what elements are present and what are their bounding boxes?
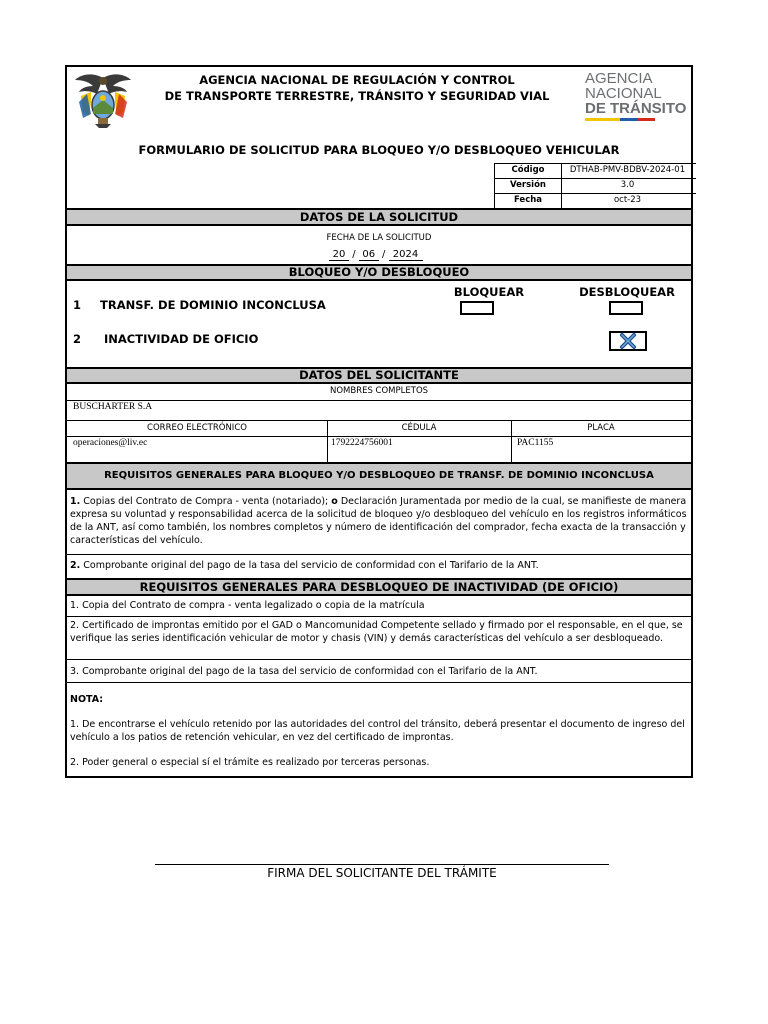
nota-item2: 2. Poder general o especial sí el trámite es realizado por terceras personas. xyxy=(70,757,430,768)
version-value: 3.0 xyxy=(620,180,635,190)
section-bloqueo: BLOQUEO Y/O DESBLOQUEO xyxy=(67,264,691,281)
fecha-solicitud-label: FECHA DE LA SOLICITUD xyxy=(326,233,432,243)
req-transf-item1-num: 1. xyxy=(70,496,81,507)
section-req-transf: REQUISITOS GENERALES PARA BLOQUEO Y/O DESBLOQUEO DE TRANSF. DE DOMINIO INCONCLUSA xyxy=(67,462,691,490)
codigo-label: Código xyxy=(511,165,545,175)
fecha-label: Fecha xyxy=(513,195,543,205)
fecha-value: oct-23 xyxy=(613,195,642,205)
placa-label: PLACA xyxy=(587,423,615,433)
correo-label: CORREO ELECTRÓNICO xyxy=(147,423,247,433)
signature-label: FIRMA DEL SOLICITANTE DEL TRÁMITE xyxy=(267,866,497,880)
correo-value[interactable]: operaciones@liv.ec xyxy=(73,438,148,448)
fecha-month: 06 xyxy=(359,249,379,261)
fecha-sep2: / xyxy=(381,249,386,260)
desbloquear-checkbox-2[interactable] xyxy=(609,331,647,351)
agency-name-line2: DE TRANSPORTE TERRESTRE, TRÁNSITO Y SEGURIDAD VIAL xyxy=(164,89,550,103)
req-transf-item1-o: o xyxy=(331,496,338,507)
nombres-label: NOMBRES COMPLETOS xyxy=(329,386,429,396)
cedula-value[interactable]: 1792224756001 xyxy=(331,438,393,448)
col-bloquear: BLOQUEAR xyxy=(453,285,525,299)
section-req-inact: REQUISITOS GENERALES PARA DESBLOQUEO DE INACTIVIDAD (DE OFICIO) xyxy=(67,578,691,596)
req-transf-item2-text: Comprobante original del pago de la tasa del servicio de conformidad con el Tarifario de la ANT. xyxy=(80,560,539,571)
req-transf-item2-num: 2. xyxy=(70,560,81,571)
logo-line3: DE TRÁNSITO xyxy=(585,100,687,117)
cedula-label: CÉDULA xyxy=(401,423,437,433)
bloqueo-item2-num: 2 xyxy=(73,332,82,346)
checked-x-icon xyxy=(611,333,645,349)
nota-title: NOTA: xyxy=(70,694,104,705)
fecha-year: 2024 xyxy=(389,249,423,261)
req-inact-item2: 2. Certificado de improntas emitido por el GAD o Mancomunidad Competente sellado y firmado por el responsable, en el que, se verifique las series identificación vehicular de motor y chasis (VIN) y demás características del vehículo a ser desbloqueado. xyxy=(70,620,683,644)
version-label: Versión xyxy=(510,180,546,190)
logo-line1: AGENCIA xyxy=(585,70,653,87)
bloqueo-item1-label: TRANSF. DE DOMINIO INCONCLUSA xyxy=(100,298,326,312)
req-inact-item1: 1. Copia del Contrato de compra - venta legalizado o copia de la matrícula xyxy=(70,600,425,611)
nombres-value[interactable]: BUSCHARTER S.A xyxy=(73,402,153,412)
logo-line2: NACIONAL xyxy=(585,85,662,102)
req-transf-item1-a: Copias del Contrato de Compra - venta (notariado); xyxy=(80,496,332,507)
codigo-value: DTHAB-PMV-BDBV-2024-01 xyxy=(569,165,686,175)
placa-value[interactable]: PAC1155 xyxy=(517,438,554,448)
req-transf-item1 xyxy=(70,495,690,547)
form-frame xyxy=(65,65,693,778)
logo-flag-stripe xyxy=(585,118,655,121)
bloqueo-item1-num: 1 xyxy=(73,298,82,312)
section-solicitante: DATOS DEL SOLICITANTE xyxy=(67,367,691,384)
bloquear-checkbox-1[interactable] xyxy=(460,301,494,315)
ant-logo xyxy=(585,71,691,127)
agency-name-line1: AGENCIA NACIONAL DE REGULACIÓN Y CONTROL xyxy=(199,73,515,87)
req-transf-item2 xyxy=(70,559,690,572)
section-datos-solicitud: DATOS DE LA SOLICITUD xyxy=(67,208,691,226)
bloqueo-item2-label: INACTIVIDAD DE OFICIO xyxy=(104,332,259,346)
req-inact-item3: 3. Comprobante original del pago de la tasa del servicio de conformidad con el Tarifario de la ANT. xyxy=(70,666,538,677)
desbloquear-checkbox-1[interactable] xyxy=(609,301,643,315)
form-title: FORMULARIO DE SOLICITUD PARA BLOQUEO Y/O DESBLOQUEO VEHICULAR xyxy=(138,143,620,157)
fecha-day: 20 xyxy=(329,249,349,261)
meta-table xyxy=(494,163,696,209)
fecha-sep1: / xyxy=(352,249,356,260)
coat-of-arms-icon xyxy=(73,72,133,130)
req-transf-item1-b: Declaración Juramentada por medio de la cual, se manifieste de manera expresa su voluntad y responsabilidad acerca de la solicitud de bloqueo y/o desbloqueo del vehículo en los registros informáticos de la ANT, así como también, los nombres completos y número de identificación del comprador, fecha exacta de la transacción y características del vehículo. xyxy=(70,496,687,546)
signature-line[interactable] xyxy=(155,864,609,865)
fecha-solicitud-value[interactable] xyxy=(329,249,439,261)
nota-item1: 1. De encontrarse el vehículo retenido por las autoridades del control del tránsito, deberá presentar el documento de ingreso del vehículo a los patios de retención vehicular, en vez del certificado de improntas. xyxy=(70,719,685,743)
col-desbloquear: DESBLOQUEAR xyxy=(579,285,675,299)
